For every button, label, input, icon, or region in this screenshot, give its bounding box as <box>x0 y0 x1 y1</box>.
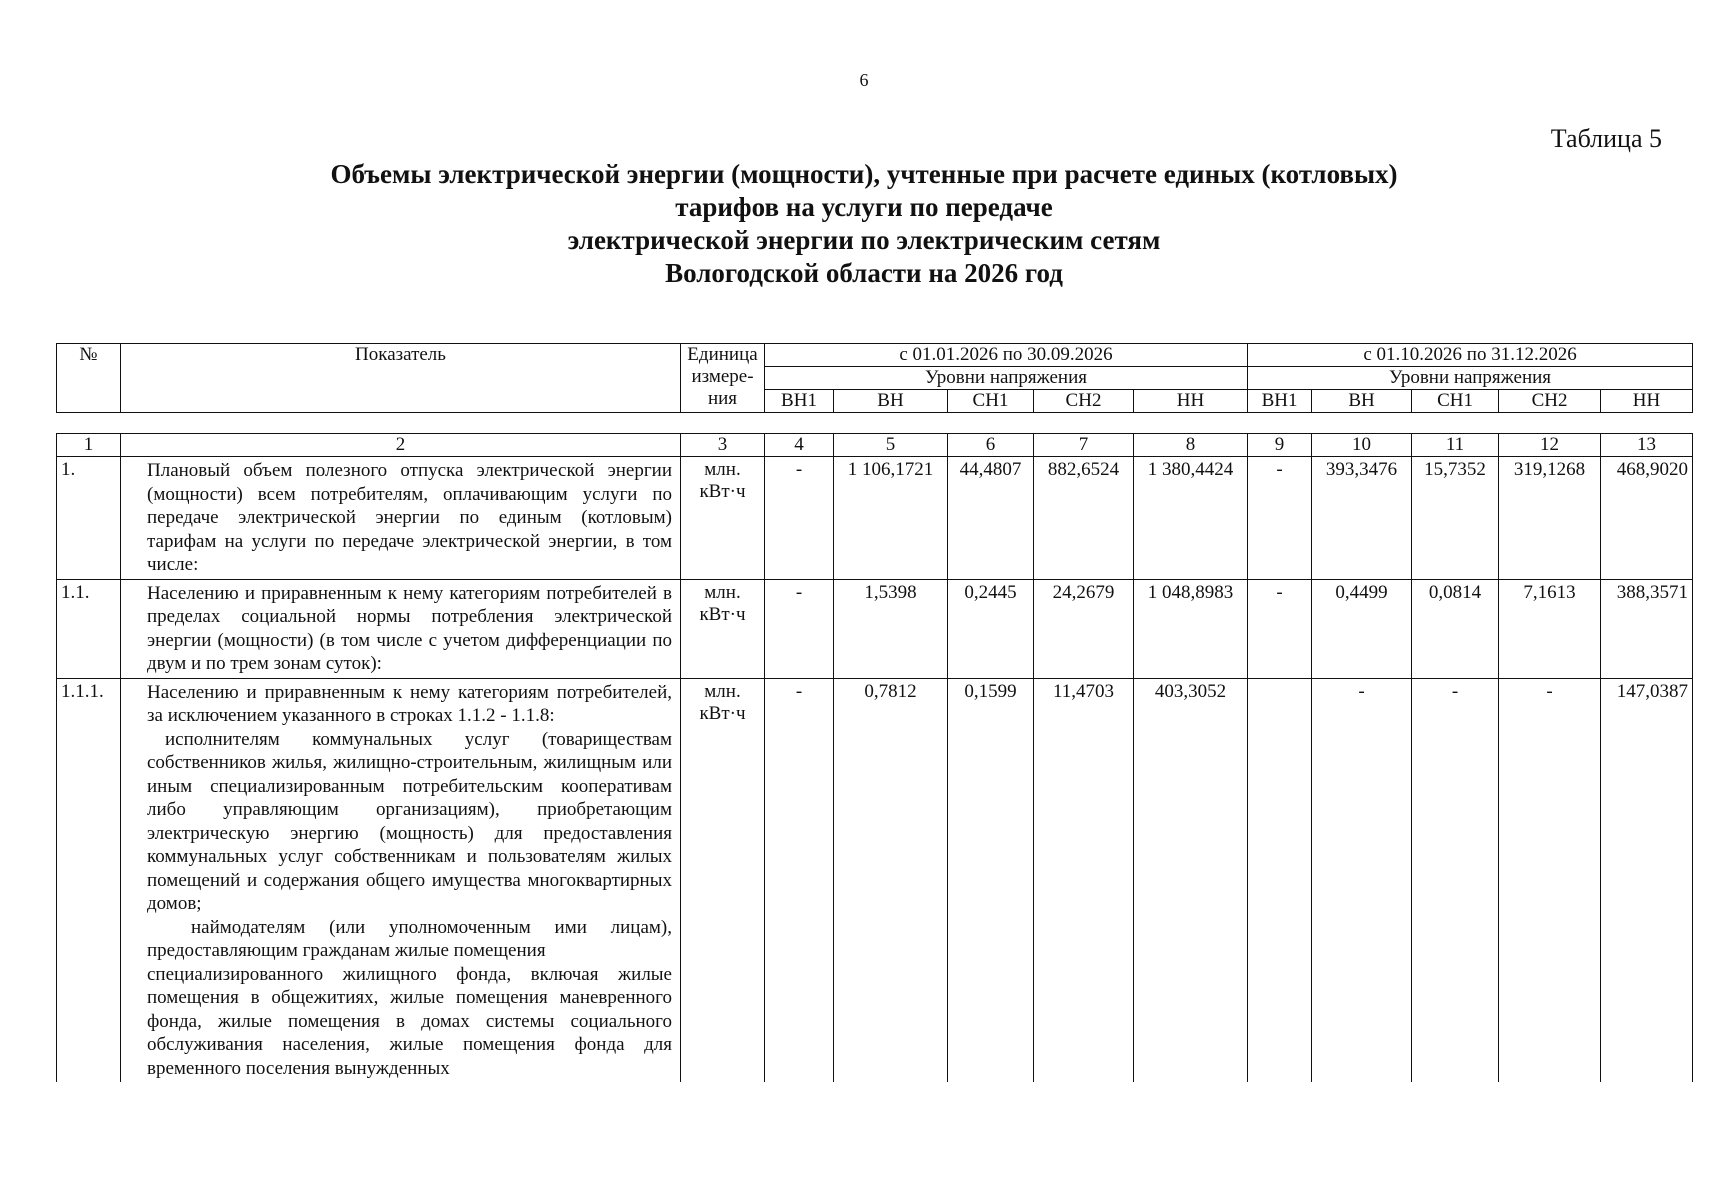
value-cell: - <box>1499 678 1601 1082</box>
header-indicator: Показатель <box>121 344 681 413</box>
value-cell: 1 106,1721 <box>834 457 948 580</box>
column-number: 6 <box>948 434 1034 457</box>
column-number: 11 <box>1412 434 1499 457</box>
header-level-vn1: ВН1 <box>765 390 834 413</box>
value-cell: - <box>1312 678 1412 1082</box>
row-indicator <box>121 457 681 580</box>
row-code: 1.1.1. <box>57 678 121 1082</box>
indicator-paragraph: исполнителям коммунальных услуг (товариществам собственников жилья, жилищно-строительным, жилищным или иным специализированным потребительским кооперативам либо управляющим организациям), приобретающим электрическую энергию (мощность) для предоставления коммунальных услуг собственникам и пользователям жилых помещений и содержания общего имущества многоквартирных домов; <box>147 728 672 914</box>
unit-line: кВт·ч <box>699 481 746 502</box>
value-cell: 388,3571 <box>1601 579 1693 678</box>
column-number: 1 <box>57 434 121 457</box>
column-number: 8 <box>1134 434 1248 457</box>
row-indicator <box>121 678 681 1082</box>
unit-line: млн. <box>704 680 741 702</box>
header-number: № <box>57 344 121 413</box>
value-cell: 468,9020 <box>1601 457 1693 580</box>
value-cell: 1 380,4424 <box>1134 457 1248 580</box>
value-cell: 393,3476 <box>1312 457 1412 580</box>
value-cell: - <box>765 678 834 1082</box>
value-cell: 0,0814 <box>1412 579 1499 678</box>
indicator-paragraph: Населению и приравненным к нему категориям потребителей в пределах социальной нормы потребления электрической энергии (мощности) (в том числе с учетом дифференциации по двум и по трем зонам суток): <box>147 582 672 674</box>
unit-line: млн. <box>704 459 741 480</box>
header-voltage-levels-2: Уровни напряжения <box>1248 367 1693 390</box>
header-unit <box>681 344 765 413</box>
column-number: 2 <box>121 434 681 457</box>
value-cell: 24,2679 <box>1034 579 1134 678</box>
column-number: 5 <box>834 434 948 457</box>
column-number: 13 <box>1601 434 1693 457</box>
value-cell: 44,4807 <box>948 457 1034 580</box>
column-number: 3 <box>681 434 765 457</box>
value-cell: 11,4703 <box>1034 678 1134 1082</box>
header-level-sn1: СН1 <box>948 390 1034 413</box>
value-cell: 0,4499 <box>1312 579 1412 678</box>
row-unit <box>681 678 765 1082</box>
table-row <box>57 457 1693 580</box>
header-level-vn1: ВН1 <box>1248 390 1312 413</box>
header-level-sn1: СН1 <box>1412 390 1499 413</box>
header-level-nn: НН <box>1601 390 1693 413</box>
header-unit-line: измере- <box>691 366 754 387</box>
value-cell: - <box>1412 678 1499 1082</box>
value-cell: - <box>765 457 834 580</box>
column-number-row <box>57 434 1693 457</box>
value-cell: 1 048,8983 <box>1134 579 1248 678</box>
header-period-2: с 01.10.2026 по 31.12.2026 <box>1248 344 1693 367</box>
column-number: 12 <box>1499 434 1601 457</box>
table-row <box>57 678 1693 1082</box>
row-unit <box>681 579 765 678</box>
table-header <box>56 343 1693 413</box>
header-level-sn2: СН2 <box>1499 390 1601 413</box>
column-number: 7 <box>1034 434 1134 457</box>
row-unit <box>681 457 765 580</box>
title-line: Объемы электрической энергии (мощности), учтенные при расчете единых (котловых) <box>330 159 1398 189</box>
header-level-nn: НН <box>1134 390 1248 413</box>
column-number: 9 <box>1248 434 1312 457</box>
table-row <box>57 579 1693 678</box>
header-period-1: с 01.01.2026 по 30.09.2026 <box>765 344 1248 367</box>
unit-line: млн. <box>704 581 741 603</box>
document-title <box>200 158 1528 290</box>
unit-line: кВт·ч <box>699 603 746 625</box>
data-table <box>56 433 1693 1082</box>
value-cell: 15,7352 <box>1412 457 1499 580</box>
table-label: Таблица 5 <box>1550 124 1662 153</box>
column-number: 4 <box>765 434 834 457</box>
value-cell: 0,1599 <box>948 678 1034 1082</box>
indicator-paragraph: Плановый объем полезного отпуска электрической энергии (мощности) всем потребителям, оплачивающим услуги по передаче электрической энергии по единым (котловым) тарифам на услуги по передаче электрической энергии, в том числе: <box>147 460 672 575</box>
row-indicator <box>121 579 681 678</box>
header-voltage-levels-1: Уровни напряжения <box>765 367 1248 390</box>
indicator-paragraph: Населению и приравненным к нему категориям потребителей, за исключением указанного в строках 1.1.2 - 1.1.8: <box>147 681 672 726</box>
title-line: электрической энергии по электрическим сетям <box>567 225 1161 255</box>
unit-line: кВт·ч <box>699 702 746 724</box>
title-line: тарифов на услуги по передаче <box>675 192 1053 222</box>
header-unit-line: ния <box>707 388 738 409</box>
row-code: 1. <box>57 457 121 580</box>
value-cell: 0,2445 <box>948 579 1034 678</box>
page-number: 6 <box>859 70 869 90</box>
value-cell: 0,7812 <box>834 678 948 1082</box>
title-line: Вологодской области на 2026 год <box>665 258 1063 288</box>
value-cell: 1,5398 <box>834 579 948 678</box>
value-cell: 882,6524 <box>1034 457 1134 580</box>
header-level-vn: ВН <box>834 390 948 413</box>
value-cell: 7,1613 <box>1499 579 1601 678</box>
row-code: 1.1. <box>57 579 121 678</box>
value-cell: - <box>1248 457 1312 580</box>
value-cell: 403,3052 <box>1134 678 1248 1082</box>
header-level-sn2: СН2 <box>1034 390 1134 413</box>
indicator-paragraph: наймодателям (или уполномоченным ими лицам), предоставляющим гражданам жилые помещения <box>147 916 672 961</box>
value-cell: 147,0387 <box>1601 678 1693 1082</box>
value-cell <box>1248 678 1312 1082</box>
header-level-vn: ВН <box>1312 390 1412 413</box>
header-unit-line: Единица <box>687 344 758 365</box>
value-cell: 319,1268 <box>1499 457 1601 580</box>
value-cell: - <box>765 579 834 678</box>
value-cell: - <box>1248 579 1312 678</box>
column-number: 10 <box>1312 434 1412 457</box>
indicator-paragraph: специализированного жилищного фонда, включая жилые помещения в общежитиях, жилые помещения маневренного фонда, жилые помещения в домах системы социального обслуживания населения, жилые помещения фонда для временного поселения вынужденных <box>147 963 672 1079</box>
